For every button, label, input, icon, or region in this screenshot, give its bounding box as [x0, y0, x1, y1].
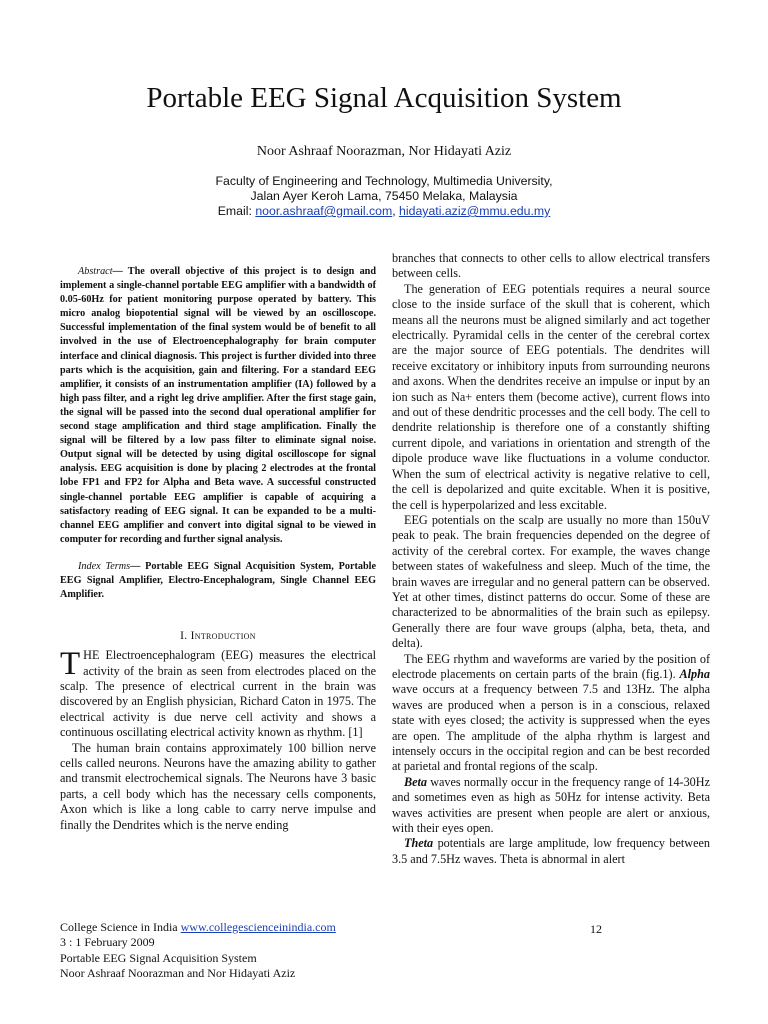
right-paragraph-rhythm [392, 652, 710, 775]
paper-title: Portable EEG Signal Acquisition System [146, 82, 622, 114]
affiliation-email-line [0, 204, 768, 219]
section-heading-introduction: I. Introduction [180, 630, 256, 643]
footer-journal-line [60, 920, 660, 935]
footer-paper-authors: Noor Ashraaf Noorazman and Nor Hidayati Aziz [60, 965, 296, 980]
right-paragraph-eeg-generation: The generation of EEG potentials requires a neural source close to the inside surface of the skull that is coherent, which means all the neurons must be aligned similarly and act together electrically. Pyramidal cells in the center of the cerebral cortex are the major source of EEG potentials. The dendrites will receive excitatory or inhibitory inputs from surrounding neurons and axons. When the dendrites receive an impulse or input by an ion such as Na+ enters them (become active), current flows into and out of these dendritic processes and the cell body. The cell to dendrite relationship is therefore one of a constantly shifting current dipole, and variations in orientation and strength of the dipole produce wave like fluctuations in a volume conductor. When the sum of electrical activity is negative relative to cell, the cell is depolarized and quite excitable. When it is positive, the cell is hyperpolarized and less excitable. [392, 281, 710, 512]
beta-text: waves normally occur in the frequency range of 14-30Hz and sometimes even as high as 50Hz for intense activity. Beta waves activities are present when people are alert or anxious, with their eyes open. [392, 774, 710, 836]
intro-paragraph-1 [60, 648, 376, 740]
right-paragraph-eeg-potentials: EEG potentials on the scalp are usually no more than 150uV peak to peak. The brain frequencies depended on the degree of activity of the cerebral cortex. For example, the waves change between states of wakefulness and sleep. Much of the time, the brain waves are irregular and no general pattern can be observed. Yet at other times, distinct patterns do occur. Some of these are characterized to be abnormalities of the brain such as epilepsy. Generally there are four wave groups (alpha, beta, theta, and delta). [392, 512, 710, 651]
index-terms-text: — Portable EEG Signal Acquisition System, Portable EEG Signal Amplifier, Electro-Encephalogram, Single Channel EEG Amplifier. [60, 560, 376, 601]
page-footer [60, 920, 660, 981]
theta-term: Theta [404, 836, 434, 851]
index-terms-lead: Index Terms [78, 560, 131, 572]
index-terms [60, 560, 376, 602]
right-paragraph-continued: branches that connects to other cells to allow electrical transfers between cells. [392, 251, 710, 281]
email-link-1[interactable]: noor.ashraaf@gmail.com [255, 204, 393, 218]
alpha-text: wave occurs at a frequency between 7.5 and 13Hz. The alpha waves are produced when a person is in a conscious, relaxed state with eyes closed; the activity is suppressed when the eyes are open. The amplitude of the alpha rhythm is largest and intensely occurs in the occipital region and can be best recorded at parietal and frontal regions of the scalp. [392, 682, 710, 774]
intro-paragraph-2: The human brain contains approximately 100 billion nerve cells called neurons. Neurons have the amazing ability to gather and transmit electrochemical signals. The Neurons have 3 basic parts, a cell body which has the necessary cells components, Axon which is like a long cable to carry nerve impulse and finally the Dendrites which is the nerve ending [60, 740, 376, 832]
page-number: 12 [590, 922, 602, 936]
beta-term: Beta [404, 774, 428, 789]
right-column [392, 251, 710, 867]
footer-issue: 3 : 1 February 2009 [60, 935, 155, 950]
affiliation-line-2: Jalan Ayer Keroh Lama, 75450 Melaka, Malaysia [250, 189, 518, 203]
footer-paper-title: Portable EEG Signal Acquisition System [60, 950, 257, 965]
right-paragraph-beta [392, 775, 710, 837]
email-link-2[interactable]: hidayati.aziz@mmu.edu.my [399, 204, 551, 218]
affiliation-line-1: Faculty of Engineering and Technology, Multimedia University, [215, 174, 553, 188]
drop-cap: T [60, 646, 81, 683]
right-paragraph-theta [392, 836, 710, 867]
footer-journal-name: College Science in India [60, 920, 181, 934]
intro-paragraph-1-text: HE Electroencephalogram (EEG) measures the electrical activity of the brain as seen from electrodes placed on the scalp. The presence of electrical current in the brain was discovered by an English physician, Richard Caton in 1975. The electrical activity is due nerve cell activity and shows a continuous oscillating electrical activity known as rhythm. [1] [60, 648, 376, 740]
left-column [60, 265, 376, 833]
email-separator: , [392, 204, 400, 218]
affiliation-block [0, 174, 768, 219]
abstract-lead: Abstract [78, 266, 113, 277]
footer-journal-link[interactable]: www.collegescienceinindia.com [180, 920, 336, 934]
abstract [60, 265, 376, 547]
rhythm-text: The EEG rhythm and waveforms are varied by the position of electrode placements on certain parts of the brain (fig.1). [392, 651, 710, 681]
email-label: Email: [217, 204, 256, 218]
paper-authors: Noor Ashraaf Noorazman, Nor Hidayati Aziz [256, 144, 512, 159]
alpha-term: Alpha [679, 666, 711, 681]
theta-text: potentials are large amplitude, low frequency between 3.5 and 7.5Hz waves. Theta is abnormal in alert [392, 836, 710, 866]
abstract-text: — The overall objective of this project is to design and implement a single-channel portable EEG amplifier with a bandwidth of 0.05-60Hz for patient monitoring purpose operated by battery. This micro analog biopotential signal will be viewed by an oscilloscope. Successful implementation of the final system would be of benefit to all involved in the use of Electroencephalography for brain computer interface and clinical diagnosis. This project is further divided into three parts which is the acquisition, gain and filtering. For a standard EEG amplifier, it consists of an instrumentation amplifier (IA) followed by a high pass filter, and a right leg drive amplifier. After the first stage gain, the signal will be passed into the second dual operational amplifier for second stage amplification and third stage amplification. Finally the signal will be filtered by a low pass filter to eliminate signal noise. Output signal will be detected by using digital oscilloscope for signal analysis. EEG acquisition is done by placing 2 electrodes at the frontal lobe FP1 and FP2 for Alpha and Beta wave. A successful constructed single-channel portable EEG amplifier is capable of acquiring a satisfactory reading of EEG signal. It can be expanded to be a multi-channel EEG amplifier and convert into digital signal to be viewed in computer for recording and further signal analysis. [60, 266, 376, 545]
